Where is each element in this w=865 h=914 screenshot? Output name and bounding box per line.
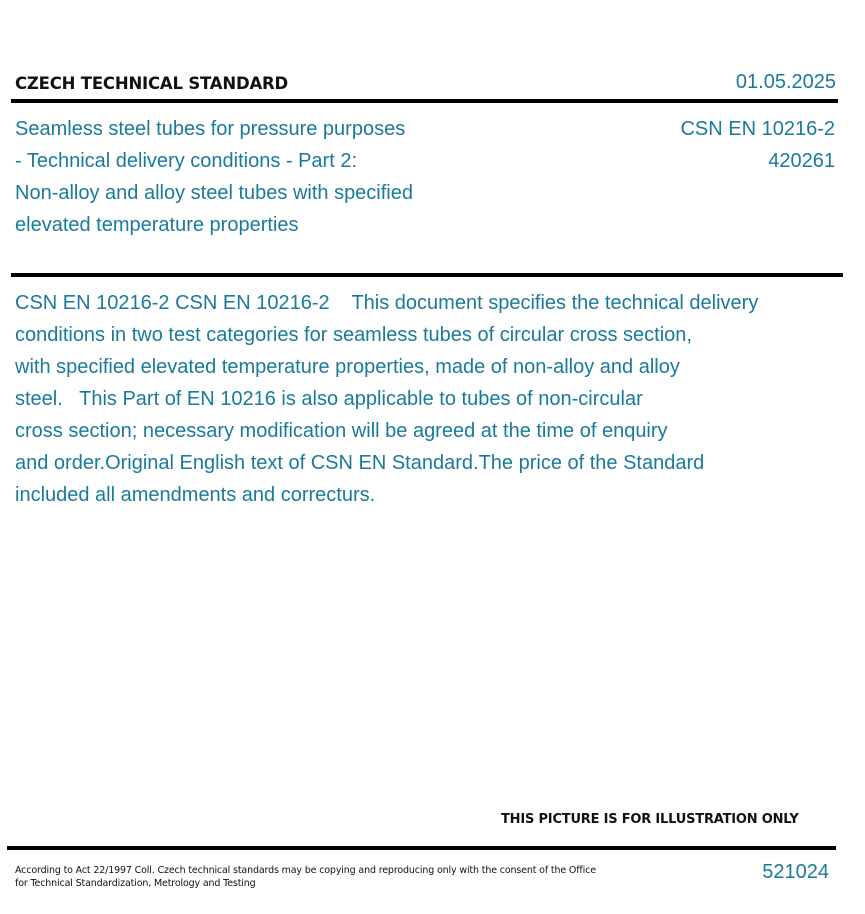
description-line: CSN EN 10216-2 CSN EN 10216-2 This document specifies the technical delivery xyxy=(15,292,759,314)
description-line: steel. This Part of EN 10216 is also applicable to tubes of non-circular xyxy=(15,388,643,410)
description-line: with specified elevated temperature properties, made of non-alloy and alloy xyxy=(15,356,680,378)
standard-description xyxy=(15,287,845,511)
title-line: elevated temperature properties xyxy=(15,214,299,236)
title-line: - Technical delivery conditions - Part 2: xyxy=(15,150,358,172)
description-line: cross section; necessary modification will be agreed at the time of enquiry xyxy=(15,420,668,442)
header-divider xyxy=(11,99,838,103)
title-line: Non-alloy and alloy steel tubes with specified xyxy=(15,182,413,204)
section-divider xyxy=(11,273,843,277)
standard-identifiers xyxy=(680,113,835,177)
document-code: 521024 xyxy=(762,861,829,883)
publication-date: 01.05.2025 xyxy=(735,71,836,93)
standard-title xyxy=(15,113,485,241)
legal-notice-line: for Technical Standardization, Metrology and Testing xyxy=(15,878,256,889)
legal-notice-line: According to Act 22/1997 Coll. Czech technical standards may be copying and reproducing only with the consent of the Office xyxy=(15,865,596,876)
description-line: conditions in two test categories for seamless tubes of circular cross section, xyxy=(15,324,692,346)
catalog-number: 420261 xyxy=(768,150,835,172)
illustration-notice: THIS PICTURE IS FOR ILLUSTRATION ONLY xyxy=(501,812,799,827)
title-line: Seamless steel tubes for pressure purposes xyxy=(15,118,406,140)
footer-divider xyxy=(7,846,836,850)
description-line: included all amendments and correcturs. xyxy=(15,484,376,506)
standard-designation: CSN EN 10216-2 xyxy=(680,118,835,140)
document-type-label: CZECH TECHNICAL STANDARD xyxy=(15,74,289,93)
description-line: and order.Original English text of CSN EN Standard.The price of the Standard xyxy=(15,452,705,474)
legal-notice xyxy=(15,864,596,890)
